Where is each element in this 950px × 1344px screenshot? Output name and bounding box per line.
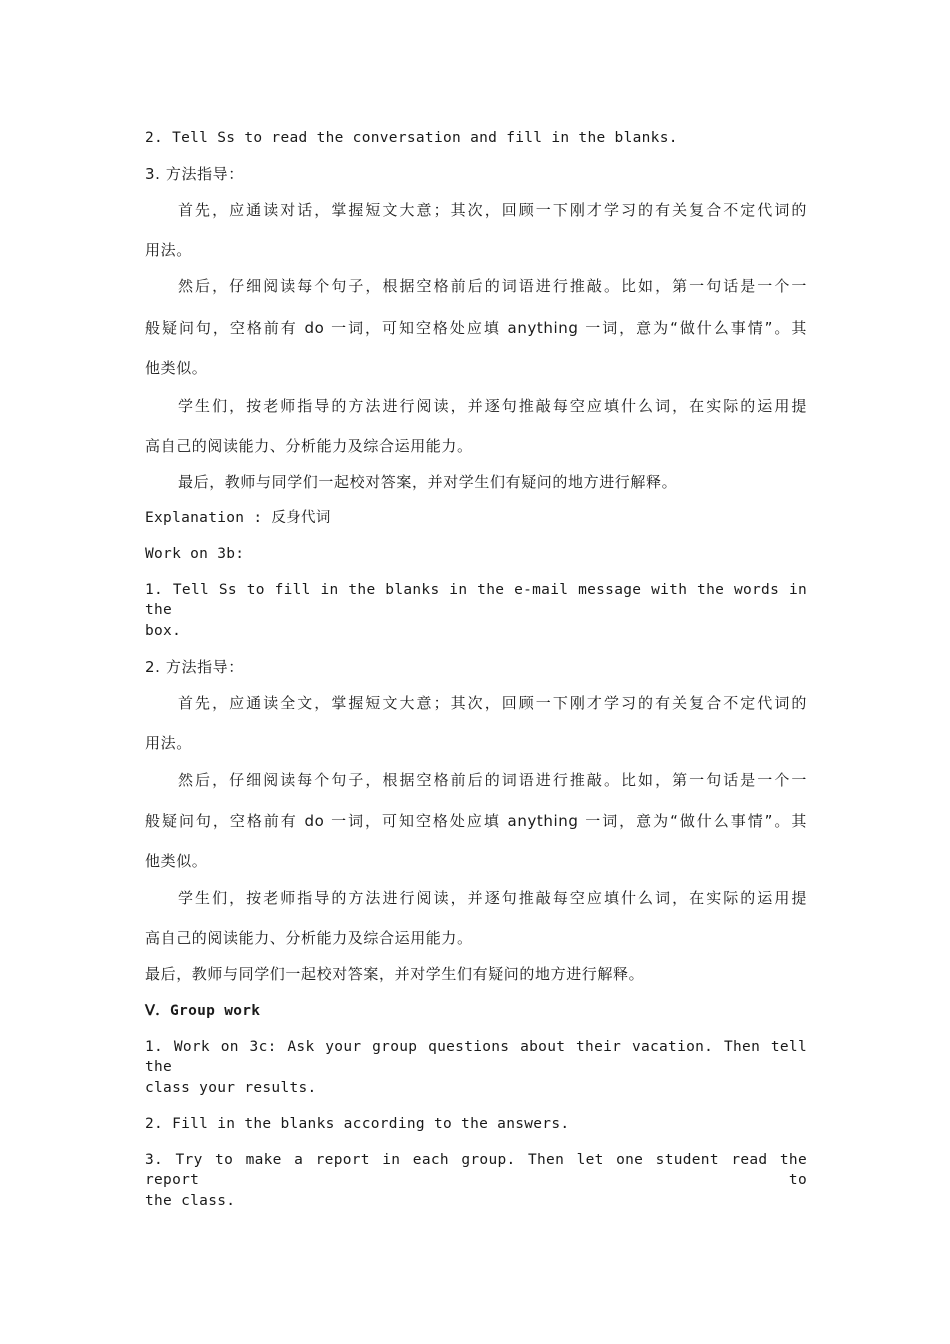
paragraph-line: 然后，仔细阅读每个句子，根据空格前后的词语进行推敲。比如，第一句话是一个一 bbox=[178, 771, 807, 789]
paragraph-line: 最后，教师与同学们一起校对答案，并对学生们有疑问的地方进行解释。 bbox=[178, 473, 678, 491]
paragraph-line: 最后，教师与同学们一起校对答案，并对学生们有疑问的地方进行解释。 bbox=[145, 965, 645, 983]
paragraph-line: 学生们，按老师指导的方法进行阅读，并逐句推敲每空应填什么词，在实际的运用提 bbox=[178, 889, 807, 907]
section-heading: Ⅴ．Group work bbox=[145, 1003, 261, 1019]
paragraph-line: 他类似。 bbox=[145, 359, 208, 377]
instruction-line: the class. bbox=[145, 1193, 236, 1209]
list-item-heading: 2. 方法指导： bbox=[145, 658, 244, 676]
paragraph-line: 他类似。 bbox=[145, 852, 208, 870]
paragraph-line: 然后，仔细阅读每个句子，根据空格前后的词语进行推敲。比如，第一句话是一个一 bbox=[178, 277, 807, 295]
list-item-heading: 3. 方法指导： bbox=[145, 165, 244, 183]
paragraph-line: 般疑问句，空格前有 do 一词，可知空格处应填 anything 一词，意为“做什么事情”。其 bbox=[145, 319, 807, 337]
paragraph-line: 首先，应通读对话，掌握短文大意；其次，回顾一下刚才学习的有关复合不定代词的 bbox=[178, 201, 807, 219]
instruction-line: class your results. bbox=[145, 1080, 317, 1096]
instruction-line: 2. Fill in the blanks according to the answers. bbox=[145, 1116, 570, 1132]
paragraph-line: 首先，应通读全文，掌握短文大意；其次，回顾一下刚才学习的有关复合不定代词的 bbox=[178, 694, 807, 712]
instruction-line: box. bbox=[145, 623, 182, 639]
paragraph-line: 高自己的阅读能力、分析能力及综合运用能力。 bbox=[145, 437, 473, 455]
section-label: Work on 3b: bbox=[145, 546, 245, 562]
instruction-line: 3. Try to make a report in each group. Then let one student read the report to bbox=[145, 1152, 807, 1188]
paragraph-line: 学生们，按老师指导的方法进行阅读，并逐句推敲每空应填什么词，在实际的运用提 bbox=[178, 397, 807, 415]
instruction-line: 1. Tell Ss to fill in the blanks in the e-mail message with the words in the bbox=[145, 582, 807, 618]
paragraph-line: 高自己的阅读能力、分析能力及综合运用能力。 bbox=[145, 929, 473, 947]
explanation-line: Explanation : 反身代词 bbox=[145, 510, 331, 526]
paragraph-line: 般疑问句，空格前有 do 一词，可知空格处应填 anything 一词，意为“做什么事情”。其 bbox=[145, 812, 807, 830]
paragraph-line: 用法。 bbox=[145, 734, 192, 752]
instruction-line: 2. Tell Ss to read the conversation and fill in the blanks. bbox=[145, 130, 678, 146]
paragraph-line: 用法。 bbox=[145, 241, 192, 259]
instruction-line: 1. Work on 3c: Ask your group questions about their vacation. Then tell the bbox=[145, 1039, 807, 1075]
